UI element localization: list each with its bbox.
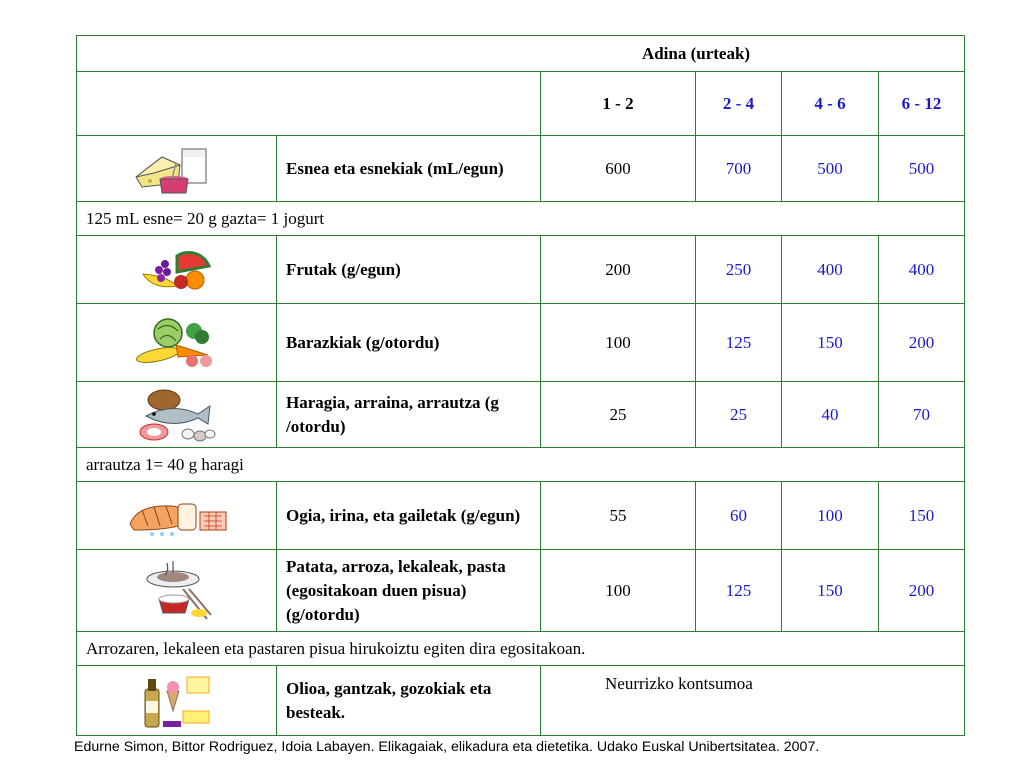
value-cell: 200 xyxy=(541,236,696,304)
value-cell: 400 xyxy=(782,236,879,304)
value-cell: 40 xyxy=(782,382,879,448)
row-label: Patata, arroza, lekaleak, pasta (egositakoan duen pisua) (g/otordu) xyxy=(277,550,541,632)
fruit-icon xyxy=(77,236,277,304)
value-cell: 25 xyxy=(696,382,782,448)
empty-corner-cell xyxy=(77,72,541,136)
value-cell: 100 xyxy=(541,304,696,382)
value-cell: 150 xyxy=(782,304,879,382)
dairy-note: 125 mL esne= 20 g gazta= 1 jogurt xyxy=(77,202,965,236)
consumption-note: Neurrizko kontsumoa xyxy=(541,666,965,736)
value-cell: 25 xyxy=(541,382,696,448)
row-label: Frutak (g/egun) xyxy=(277,236,541,304)
cooking-note: Arrozaren, lekaleen eta pastaren pisua hirukoiztu egiten dira egositakoan. xyxy=(77,632,965,666)
egg-note: arrautza 1= 40 g haragi xyxy=(77,448,965,482)
age-header: Adina (urteak) xyxy=(77,36,965,72)
row-label: Ogia, irina, eta gailetak (g/egun) xyxy=(277,482,541,550)
value-cell: 125 xyxy=(696,304,782,382)
value-cell: 400 xyxy=(879,236,965,304)
nutrition-table-sheet xyxy=(76,35,964,735)
table-row xyxy=(77,448,965,482)
table-row xyxy=(77,550,965,632)
value-cell: 70 xyxy=(879,382,965,448)
value-cell: 150 xyxy=(782,550,879,632)
value-cell: 55 xyxy=(541,482,696,550)
row-label: Barazkiak (g/otordu) xyxy=(277,304,541,382)
value-cell: 500 xyxy=(782,136,879,202)
age-group-4: 6 - 12 xyxy=(879,72,965,136)
vegetable-icon xyxy=(77,304,277,382)
age-header-row xyxy=(77,36,965,72)
value-cell: 700 xyxy=(696,136,782,202)
row-label: Esnea eta esnekiak (mL/egun) xyxy=(277,136,541,202)
value-cell: 100 xyxy=(541,550,696,632)
dairy-icon xyxy=(77,136,277,202)
value-cell: 60 xyxy=(696,482,782,550)
table-row xyxy=(77,666,965,736)
table-row xyxy=(77,632,965,666)
value-cell: 200 xyxy=(879,304,965,382)
value-cell: 150 xyxy=(879,482,965,550)
value-cell: 100 xyxy=(782,482,879,550)
table-row xyxy=(77,136,965,202)
meat-fish-egg-icon xyxy=(77,382,277,448)
table-row xyxy=(77,382,965,448)
row-label: Haragia, arraina, arrautza (g /otordu) xyxy=(277,382,541,448)
nutrition-table xyxy=(76,35,965,736)
table-row xyxy=(77,236,965,304)
value-cell: 500 xyxy=(879,136,965,202)
table-row xyxy=(77,304,965,382)
age-group-2: 2 - 4 xyxy=(696,72,782,136)
citation-footer: Edurne Simon, Bittor Rodriguez, Idoia Labayen. Elikagaiak, elikadura eta dietetika. Udako Euskal Unibertsitatea. 2007. xyxy=(74,739,820,755)
value-cell: 600 xyxy=(541,136,696,202)
value-cell: 200 xyxy=(879,550,965,632)
value-cell: 125 xyxy=(696,550,782,632)
oil-sweets-icon xyxy=(77,666,277,736)
age-group-3: 4 - 6 xyxy=(782,72,879,136)
potato-rice-icon xyxy=(77,550,277,632)
row-label: Olioa, gantzak, gozokiak eta besteak. xyxy=(277,666,541,736)
table-row xyxy=(77,482,965,550)
age-groups-row xyxy=(77,72,965,136)
age-group-1: 1 - 2 xyxy=(541,72,696,136)
bread-icon xyxy=(77,482,277,550)
value-cell: 250 xyxy=(696,236,782,304)
table-row xyxy=(77,202,965,236)
